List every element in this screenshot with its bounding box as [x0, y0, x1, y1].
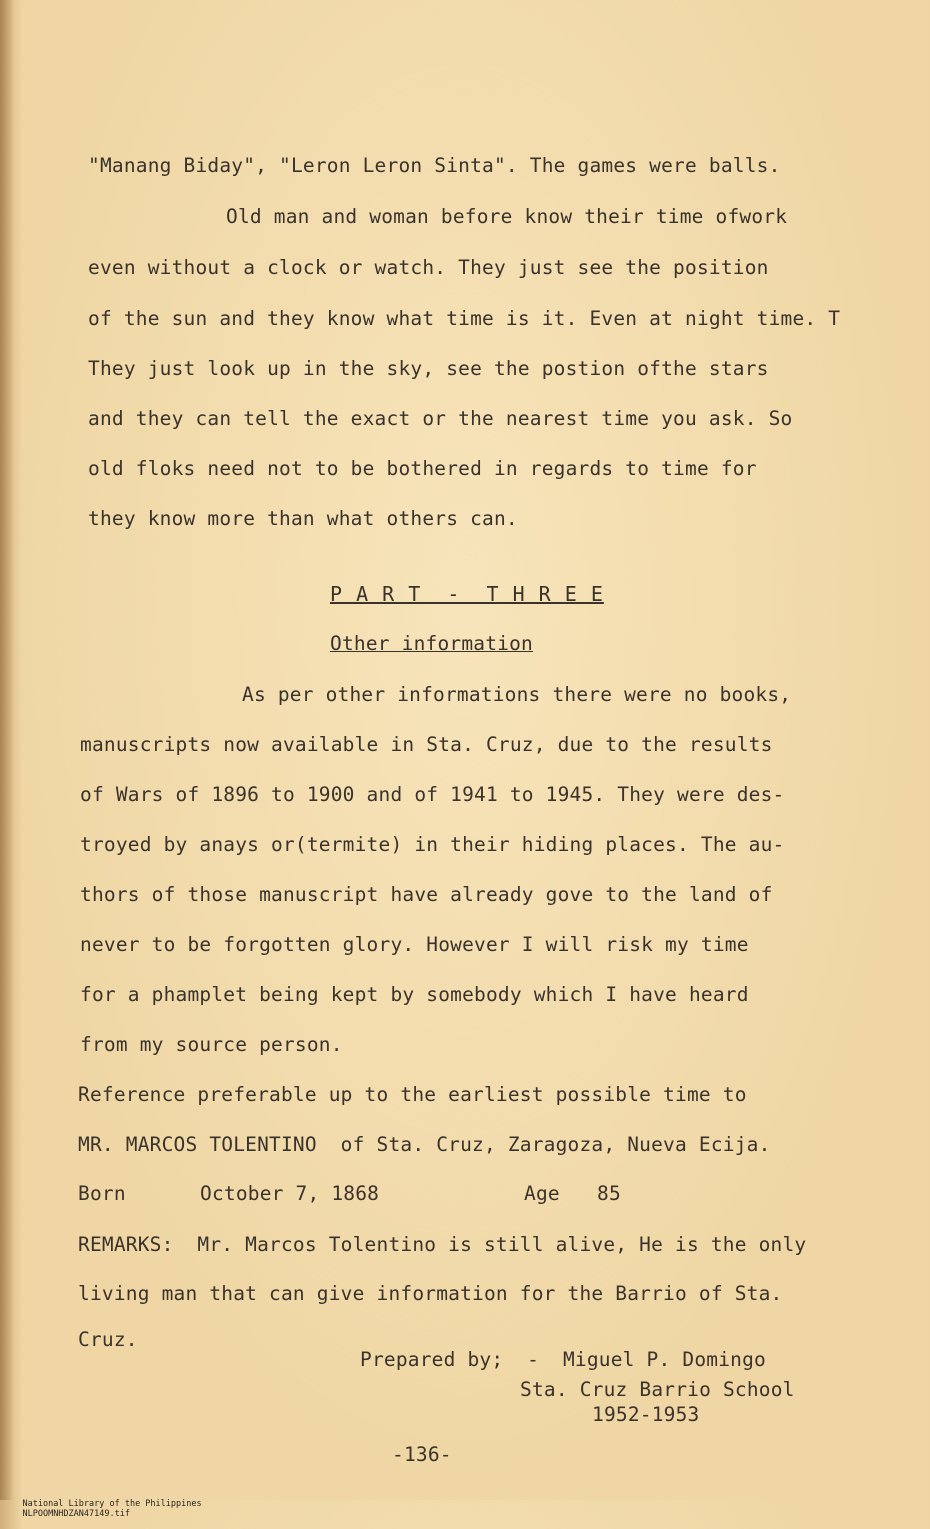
paragraph1-line-5: They just look up in the sky, see the postion ofthe stars: [88, 357, 769, 380]
born-label: Born: [78, 1182, 126, 1205]
footer-library: National Library of the Philippines: [22, 1499, 202, 1509]
age-label: Age: [524, 1182, 560, 1205]
paragraph2-line-6: never to be forgotten glory. However I will risk my time: [80, 933, 749, 956]
school-name: Sta. Cruz Barrio School: [520, 1378, 795, 1401]
reference-line-1: Reference preferable up to the earliest possible time to: [78, 1083, 747, 1106]
remarks-line-3: Cruz.: [78, 1328, 138, 1351]
age-value: 85: [597, 1182, 621, 1205]
reference-line-2: MR. MARCOS TOLENTINO of Sta. Cruz, Zaragoza, Nueva Ecija.: [78, 1133, 771, 1156]
paragraph2-line-3: of Wars of 1896 to 1900 and of 1941 to 1945. They were des-: [80, 783, 785, 806]
school-year: 1952-1953: [592, 1403, 700, 1426]
paragraph1-line-1: "Manang Biday", "Leron Leron Sinta". The games were balls.: [88, 154, 781, 177]
footer-file: NLPOOMNHDZAN47149.tif: [22, 1509, 130, 1519]
paragraph1-line-6: and they can tell the exact or the nearest time you ask. So: [88, 407, 793, 430]
paragraph1-line-2: Old man and woman before know their time ofwork: [226, 205, 788, 228]
other-information-subheading: Other information: [330, 632, 533, 655]
paragraph2-line-1: As per other informations there were no books,: [242, 683, 792, 706]
remarks-line-2: living man that can give information for the Barrio of Sta.: [78, 1282, 783, 1305]
paragraph1-line-4: of the sun and they know what time is it. Even at night time. T: [88, 307, 841, 330]
paragraph2-line-5: thors of those manuscript have already gove to the land of: [80, 883, 773, 906]
paragraph2-line-7: for a phamplet being kept by somebody which I have heard: [80, 983, 749, 1006]
paragraph2-line-2: manuscripts now available in Sta. Cruz, due to the results: [80, 733, 773, 756]
scan-footer: [2, 1489, 216, 1529]
paragraph2-line-4: troyed by anays or(termite) in their hiding places. The au-: [80, 833, 785, 856]
page-number: -136-: [392, 1443, 452, 1466]
part-three-heading: P A R T - T H R E E: [330, 582, 604, 606]
paragraph1-line-3: even without a clock or watch. They just see the position: [88, 256, 769, 279]
born-date: October 7, 1868: [200, 1182, 380, 1205]
paragraph1-line-8: they know more than what others can.: [88, 507, 518, 530]
prepared-by: Prepared by; - Miguel P. Domingo: [360, 1348, 766, 1371]
remarks-line-1: REMARKS: Mr. Marcos Tolentino is still alive, He is the only: [78, 1233, 807, 1256]
paragraph1-line-7: old floks need not to be bothered in regards to time for: [88, 457, 757, 480]
paragraph2-line-8: from my source person.: [80, 1033, 343, 1056]
